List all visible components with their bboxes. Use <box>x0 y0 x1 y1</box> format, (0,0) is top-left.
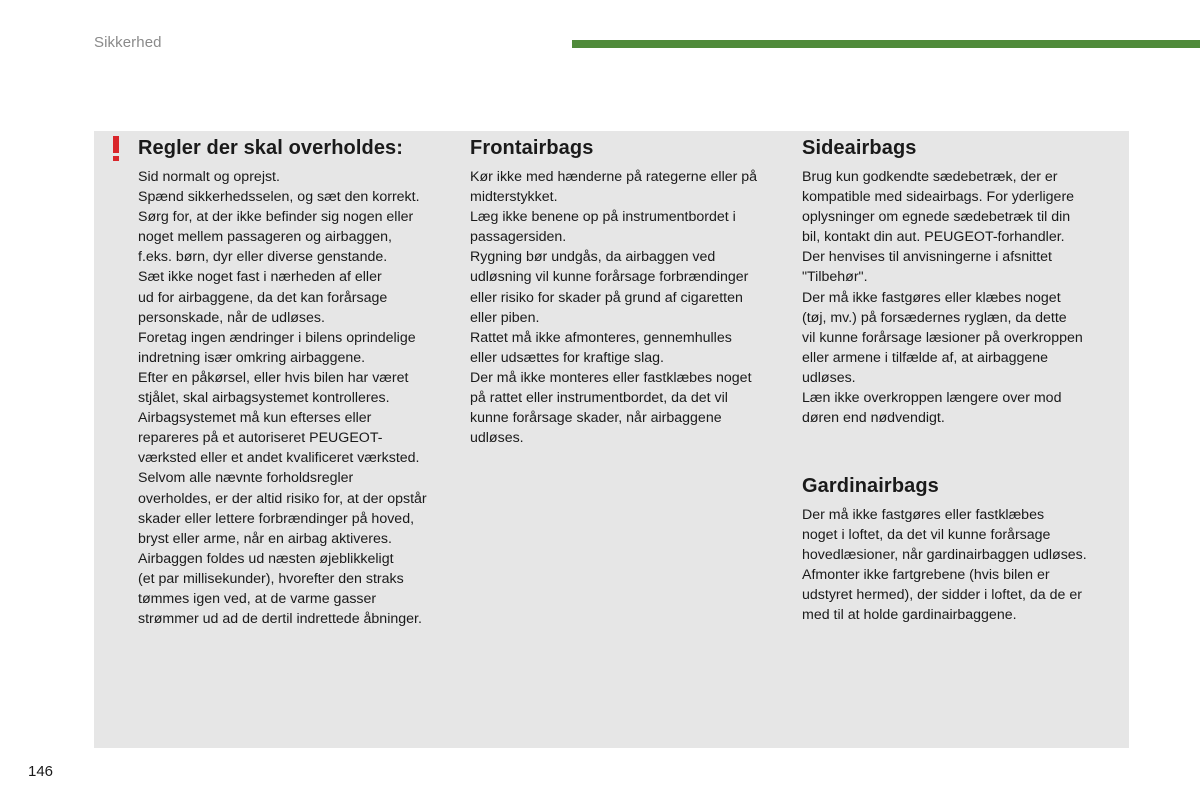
exclamation-icon <box>108 134 124 164</box>
rules-text: Sid normalt og oprejst. Spænd sikkerhedsselen, og sæt den korrekt. Sørg for, at der ikke befinder sig nogen eller noget mellem passageren og airbaggen, f.eks. børn, dyr eller diverse genstande. Sæt ikke noget fast i nærheden af eller ud for airbaggene, da det kan forårsage personskade, når de udløses. Foretag ingen ændringer i bilens oprindelige indretning især omkring airbaggene. Efter en påkørsel, eller hvis bilen har været stjålet, skal airbagsystemet kontrolleres. Airbagsystemet må kun efterses eller repareres på et autoriseret PEUGEOT- værksted eller et andet kvalificeret værksted. Selvom alle nævnte forholdsregler overholdes, er der altid risiko for, at der opstår skader eller lettere forbrændinger på hoved, bryst eller arme, når en airbag aktiveres. Airbaggen foldes ud næsten øjeblikkeligt (et par millisekunder), hvorefter den straks tømmes igen ved, at de varme gasser strømmer ud ad de dertil indrettede åbninger. <box>138 169 427 628</box>
rules-heading: Regler der skal overholdes: <box>138 137 404 159</box>
gardinairbags-heading: Gardinairbags <box>802 475 939 497</box>
section-label: Sikkerhed <box>94 34 162 51</box>
header-accent-bar <box>572 40 1200 48</box>
sideairbags-heading: Sideairbags <box>802 137 917 159</box>
gardinairbags-text: Der må ikke fastgøres eller fastklæbes noget i loftet, da det vil kunne forårsage hovedlæsioner, når gardinairbaggen udløses. Afmonter ikke fartgrebene (hvis bilen er udstyret hermed), der sidder i loftet, da de er med til at holde gardinairbaggene. <box>802 507 1087 624</box>
sideairbags-column <box>802 136 1124 428</box>
sideairbags-text: Brug kun godkendte sædebetræk, der er kompatible med sideairbags. For yderligere oplysninger om egnede sædebetræk til din bil, kontakt din aut. PEUGEOT-forhandler. Der henvises til anvisningerne i afsnittet "Tilbehør". Der må ikke fastgøres eller klæbes noget (tøj, mv.) på forsædernes ryglæn, da dette vil kunne forårsage læsioner på overkroppen eller armene i tilfælde af, at airbaggene udløses. Læn ikke overkroppen længere over mod døren end nødvendigt. <box>802 169 1083 427</box>
rules-column <box>138 136 460 629</box>
gardinairbags-column <box>802 474 1124 626</box>
frontairbags-column <box>470 136 792 448</box>
frontairbags-text: Kør ikke med hænderne på rategerne eller på midterstykket. Læg ikke benene op på instrumentbordet i passagersiden. Rygning bør undgås, da airbaggen ved udløsning vil kunne forårsage forbrændinger eller risiko for skader på grund af cigaretten eller piben. Rattet må ikke afmonteres, gennemhulles eller udsættes for kraftige slag. Der må ikke monteres eller fastklæbes noget på rattet eller instrumentbordet, da det vil kunne forårsage skader, når airbaggene udløses. <box>470 169 758 447</box>
frontairbags-heading: Frontairbags <box>470 137 594 159</box>
page-number: 146 <box>28 763 54 780</box>
